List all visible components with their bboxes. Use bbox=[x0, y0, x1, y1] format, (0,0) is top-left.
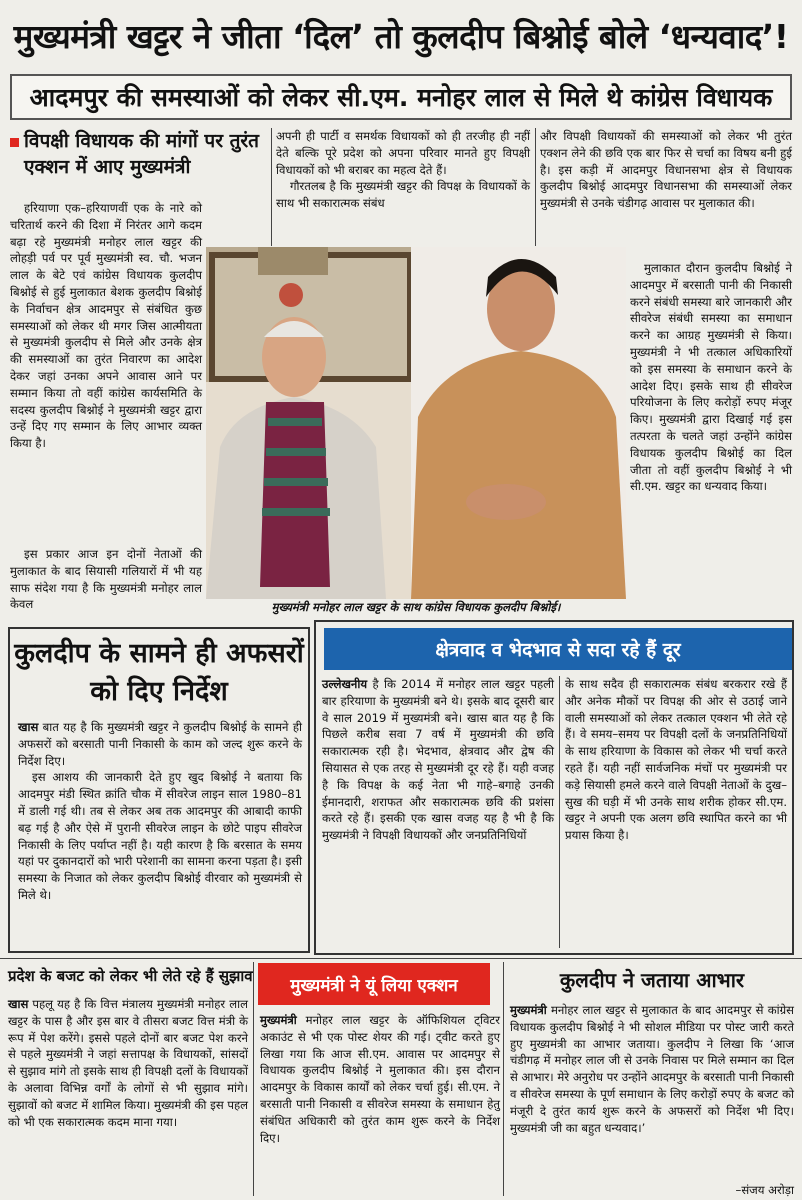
thanks-box-body bbox=[510, 1002, 794, 1182]
left-para-2: इस प्रकार आज इन दोनों नेताओं की मुलाकात के बाद सियासी गलियारों में भी यह साफ संदेश गया है कि मुख्यमंत्री मनोहर लाल केवल bbox=[10, 547, 202, 612]
thanks-text-body: मनोहर लाल खट्टर से मुलाकात के बाद आदमपुर से कांग्रेस विधायक कुलदीप बिश्नोई ने भी सोशल मीडिया पर पोस्ट जारी करते हुए मुख्यमंत्री का आभार जताया। कुलदीप ने लिखा कि ‘आज चंडीगढ़ में मनोहर लाल जी से उनके निवास पर मिले सम्मान का दिल से आभार। मेरे अनुरोध पर उन्होंने आदमपुर के बरसाती पानी निकासी व सीवरेज समस्या के पूर्ण समाधान के लिए करोड़ों रुपए के बजट को मंजूरी दे तुरंत कार्य शुरू करने के अफसरों को निर्देश भी दिए। मुख्यमंत्री जी का बहुत धन्यवाद।’ bbox=[510, 1003, 794, 1135]
right-column-body bbox=[630, 260, 792, 620]
left-column-heading: विपक्षी विधायक की मांगों पर तुरंत एक्शन में आए मुख्यमंत्री bbox=[10, 128, 268, 198]
column-divider bbox=[271, 128, 272, 246]
action-text bbox=[260, 1012, 500, 1146]
bottom-divider bbox=[503, 962, 504, 1196]
column-divider bbox=[535, 128, 536, 246]
thanks-lead: मुख्यमंत्री bbox=[510, 1003, 547, 1017]
left-para-1: हरियाणा एक–हरियाणवीं एक के नारे को चरितार्थ करने की दिशा में निरंतर आगे कदम बढ़ा रहे मुख्यमंत्री मनोहर लाल खट्टर की लोहड़ी पर्व पर पूर्व मुख्यमंत्री स्व. चौ. भजन लाल के बेटे एवं कांग्रेस विधायक कुलदीप बिश्नोई से हुई मुलाकात बेशक कुलदीप बिश्नोई के निर्वाचन क्षेत्र आदमपुर से संबंधित कुछ समस्याओं को लेकर थी मगर जिस आत्मीयता से मुख्यमंत्री कुलदीप से मिले और उनके क्षेत्र की समस्याओं का तुरंत निवारण का आदेश देकर जहां उनका अपने आवास आने पर सम्मान किया तो वहीं कांग्रेस कार्यसमिति के सदस्य कुलदीप बिश्नोई ने मुख्यमंत्री खट्टर द्वारा उन्हें दिए गए सम्मान के लिए आभार व्यक्त किया है। bbox=[10, 201, 202, 451]
bottom-divider bbox=[253, 962, 254, 1196]
budget-box-title: प्रदेश के बजट को लेकर भी लेते रहे हैं सुझाव bbox=[8, 967, 253, 985]
left-column-body-cont bbox=[10, 246, 202, 620]
mid-para-1: अपनी ही पार्टी व समर्थक विधायकों को ही तरजीह ही नहीं देते बल्कि पूरे प्रदेश को अपना परिवार मानते हुए विपक्षी विधायकों को भी बराबर का महत्व देते हैं। bbox=[276, 129, 530, 177]
regional-col-2 bbox=[565, 676, 787, 952]
meeting-photo bbox=[206, 247, 626, 599]
budget-box-body bbox=[8, 996, 248, 1196]
officers-para-1-text: बात यह है कि मुख्यमंत्री खट्टर ने कुलदीप बिश्नोई के सामने ही अफसरों को बरसाती पानी निकासी के काम को जल्द शुरू करने के निर्देश दिए। bbox=[18, 720, 302, 768]
regional-col-1 bbox=[322, 676, 554, 952]
right-para-2: मुलाकात दौरान कुलदीप बिश्नोई ने आदमपुर में बरसाती पानी की निकासी करने संबंधी समस्या बारे जानकारी और सीवरेज संबंधी समस्या का समाधान करने का आग्रह मुख्यमंत्री से किया। मुख्यमंत्री ने भी तत्काल अधिकारियों को इस समस्या के समाधान करने के आदेश दिए। इसके साथ ही सीवरेज परियोजना के लिए करोड़ों रुपए मंजूर किए। मुख्यमंत्री द्वारा दिखाई गई इस तत्परता के चलते जहां उन्होंने कांग्रेस विधायक कुलदीप बिश्नोई का दिल जीता तो वहीं कुलदीप बिश्नोई ने भी सी.एम. खट्टर का धन्यवाद किया। bbox=[630, 261, 792, 494]
regional-divider bbox=[559, 676, 560, 948]
action-lead: मुख्यमंत्री bbox=[260, 1013, 297, 1027]
byline: –संजय अरोड़ा bbox=[735, 1183, 794, 1197]
action-box-title: मुख्यमंत्री ने यूं लिया एक्शन bbox=[258, 963, 490, 1005]
middle-column bbox=[276, 128, 530, 244]
officers-lead: खास bbox=[18, 720, 39, 734]
regional-box-title: क्षेत्रवाद व भेदभाव से सदा रहे हैं दूर bbox=[324, 628, 792, 670]
regional-col-1-body: है कि 2014 में मनोहर लाल खट्टर पहली बार हरियाणा के मुख्यमंत्री बने थे। इसके बाद दूसरी बार वे साल 2019 में मुख्यमंत्री बने। खास बात यह है कि पिछले करीब सवा 7 वर्ष में मुख्यमंत्री की छवि सकारात्मक रही है। भेदभाव, क्षेत्रवाद और द्वेष की सियासत से एक तरह से मुख्यमंत्री दूर रहे हैं। यही वजह है कि विपक्ष के कई नेता भी गाहे–बगाहे उनकी ईमानदारी, शराफत और सकारात्मक छवि की प्रशंसा करते रहे हैं। इसकी एक खास वजह यह है भी है कि मुख्यमंत्री ने विपक्षी विधायकों और जनप्रतिनिधियों bbox=[322, 677, 554, 843]
officers-para-2: इस आशय की जानकारी देते हुए खुद बिश्नोई ने बताया कि आदमपुर मंडी स्थित क्रांति चौक में सीवरेज लाइन साल 1980–81 में डाली गई थी। तब से लेकर अब तक आदमपुर की आबादी काफी बढ़ गई है और ऐसे में पुरानी सीवरेज लाइन के छोटे पाइप सीवरेज निकासी के लिए पर्याप्त नहीं है। यही कारण है कि बरसात के समय यहां पर दुकानदारों को भारी परेशानी का सामना करना पड़ता है। इसी समस्या के निजात को लेकर कुलदीप बिश्नोई वीरवार को मुख्यमंत्री से मिले थे। bbox=[18, 770, 302, 902]
subheadline: आदमपुर की समस्याओं को लेकर सी.एम. मनोहर लाल से मिले थे कांग्रेस विधायक bbox=[10, 74, 792, 120]
officers-box bbox=[8, 627, 310, 953]
officers-box-body bbox=[18, 719, 302, 951]
thanks-box-title: कुलदीप ने जताया आभार bbox=[559, 968, 745, 992]
regional-lead: उल्लेखनीय bbox=[322, 677, 368, 691]
section-divider bbox=[0, 958, 802, 959]
photo-caption: मुख्यमंत्री मनोहर लाल खट्टर के साथ कांग्रेस विधायक कुलदीप बिश्नोई। bbox=[271, 600, 561, 614]
action-box-body bbox=[260, 1012, 500, 1198]
action-text-body: मनोहर लाल खट्टर के ऑफिशियल ट्विटर अकाउंट से भी एक पोस्ट शेयर की गई। ट्वीट करते हुए लिखा गया कि आज सी.एम. आवास पर आदमपुर से विधायक कुलदीप बिश्नोई ने मुलाकात की। इस दौरान आदमपुर के विकास कार्यों को लेकर चर्चा हुई। सी.एम. ने बरसाती पानी निकासी व सीवरेज समस्या के समाधान हेतु संबंधित अधिकारी को तुरंत काम शुरू करने के निर्देश दिए। bbox=[260, 1013, 500, 1145]
thanks-text bbox=[510, 1002, 794, 1136]
budget-text bbox=[8, 996, 248, 1130]
meeting-photo-illustration bbox=[206, 247, 626, 599]
officers-box-title: कुलदीप के सामने ही अफसरों को दिए निर्देश bbox=[14, 638, 304, 707]
regional-col-2-text: के साथ सदैव ही सकारात्मक संबंध बरकरार रखे हैं और अनेक मौकों पर विपक्ष की ओर से उठाई जाने वाली समस्याओं को लेकर तत्काल एक्शन भी लेते रहे हैं। वे समय–समय पर विपक्षी दलों के जनप्रतिनिधियों के साथ हरियाणा के विकास को लेकर भी चर्चा करते रहते हैं। यही नहीं सार्वजनिक मंचों पर मुख्यमंत्री पर कड़े सियासी हमले करने वाले विपक्षी नेताओं के दुख–सुख की घड़ी में भी उनके साथ शरीक होकर सी.एम. खट्टर ने अपनी एक अलग छवि स्थापित करने का भी प्रयास किया है। bbox=[565, 677, 787, 843]
budget-text-body: पहलू यह है कि वित्त मंत्रालय मुख्यमंत्री मनोहर लाल खट्टर के पास है और इस बार वे तीसरा बजट वित्त मंत्री के रूप में पेश करेंगे। इससे पहले दोनों बार बजट पेश करने से पहले मुख्यमंत्री ने जहां सत्तापक्ष के विधायकों, सांसदों से सुझाव मांगे तो इसके साथ ही विपक्षी दलों के विधायकों के अलावा विभिन्न वर्गों के लोगों से भी सुझाव मांगे। सुझावों को बजट में शामिल किया। मुख्यमंत्री की इस पहल को भी एक सकारात्मक कदम माना गया। bbox=[8, 997, 248, 1129]
regional-col-1-text bbox=[322, 676, 554, 844]
mid-para-2: गौरतलब है कि मुख्यमंत्री खट्टर की विपक्ष के विधायकों के साथ भी सकारात्मक संबंध bbox=[276, 179, 530, 211]
red-bullet-icon bbox=[10, 138, 19, 147]
officers-para-1 bbox=[18, 719, 302, 769]
right-para-1: और विपक्षी विधायकों की समस्याओं को लेकर भी तुरंत एक्शन लेने की छवि एक बार फिर से चर्चा का विषय बनी हुई है। इस कड़ी में आदमपुर विधानसभा क्षेत्र से विधायक कुलदीप बिश्नोई आदमपुर विधानसभा की समस्याओं लेकर मुख्यमंत्री से उनके चंडीगढ़ आवास पर मुलाकात की। bbox=[540, 129, 792, 211]
headline: मुख्यमंत्री खट्टर ने जीता ‘दिल’ तो कुलदीप बिश्नोई बोले ‘धन्यवाद’! bbox=[13, 16, 789, 56]
right-column-top bbox=[540, 128, 792, 248]
budget-lead: खास bbox=[8, 997, 29, 1011]
